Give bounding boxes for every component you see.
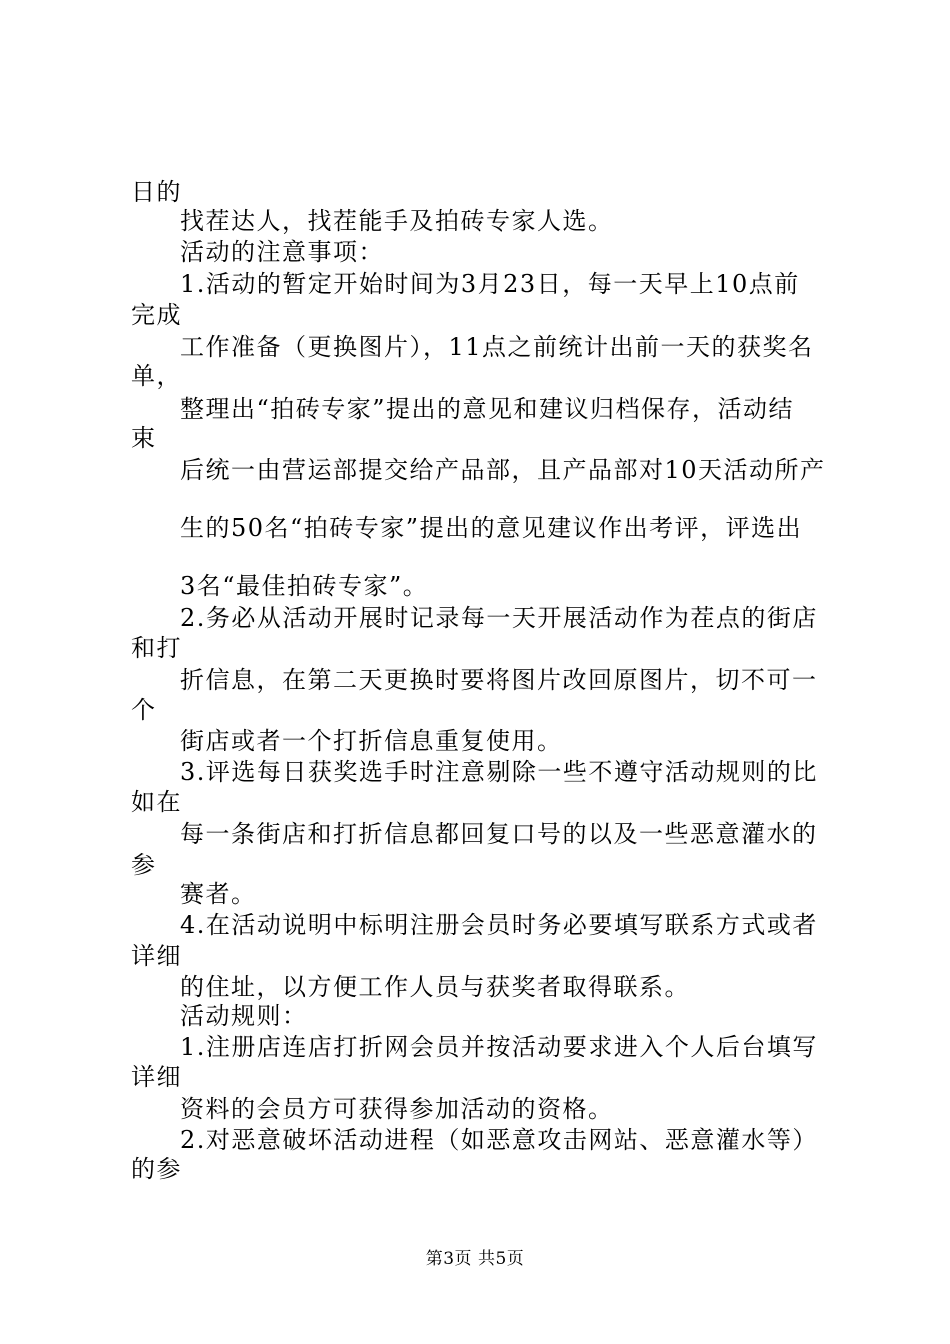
text-line: 完成 [131, 301, 182, 329]
text-line: 和打 [131, 634, 182, 662]
text-line: 赛者。 [180, 880, 257, 908]
text-line: 后统一由营运部提交给产品部，且产品部对10天活动所产 [180, 456, 826, 484]
text-line: 生的50名“拍砖专家”提出的意见建议作出考评，评选出 [180, 514, 803, 542]
text-line: 如在 [131, 788, 182, 816]
text-line: 2.务必从活动开展时记录每一天开展活动作为茬点的街店 [180, 604, 818, 632]
text-line: 的住址，以方便工作人员与获奖者取得联系。 [180, 973, 690, 1001]
text-line: 折信息，在第二天更换时要将图片改回原图片，切不可一 [180, 666, 818, 694]
text-line: 单， [131, 362, 182, 390]
text-line: 2.对恶意破坏活动进程（如恶意攻击网站、恶意灌水等） [180, 1126, 818, 1154]
page-number-footer: 第3页 共5页 [425, 1249, 525, 1269]
text-line: 参 [131, 851, 157, 879]
text-line: 工作准备（更换图片），11点之前统计出前一天的获奖名 [180, 333, 814, 361]
text-line: 1.注册店连店打折网会员并按活动要求进入个人后台填写 [180, 1033, 818, 1061]
text-line: 每一条街店和打折信息都回复口号的以及一些恶意灌水的 [180, 820, 818, 848]
text-line: 4.在活动说明中标明注册会员时务必要填写联系方式或者 [180, 911, 818, 939]
text-line: 找茬达人，找茬能手及拍砖专家人选。 [180, 207, 614, 235]
text-line: 日的 [131, 178, 182, 206]
text-line: 详细 [131, 942, 182, 970]
text-line: 详细 [131, 1063, 182, 1091]
text-line: 束 [131, 424, 157, 452]
section-heading: 活动规则： [180, 1002, 308, 1030]
text-line: 整理出“拍砖专家”提出的意见和建议归档保存，活动结 [180, 395, 795, 423]
text-line: 街店或者一个打折信息重复使用。 [180, 727, 563, 755]
text-line: 3.评选每日获奖选手时注意剔除一些不遵守活动规则的比 [180, 758, 818, 786]
text-line: 3名“最佳拍砖专家”。 [180, 572, 429, 600]
section-heading: 活动的注意事项： [180, 238, 384, 266]
text-line: 资料的会员方可获得参加活动的资格。 [180, 1095, 614, 1123]
text-line: 个 [131, 696, 157, 724]
text-line: 1.活动的暂定开始时间为3月23日，每一天早上10点前 [180, 270, 800, 298]
text-line: 的参 [131, 1155, 182, 1183]
